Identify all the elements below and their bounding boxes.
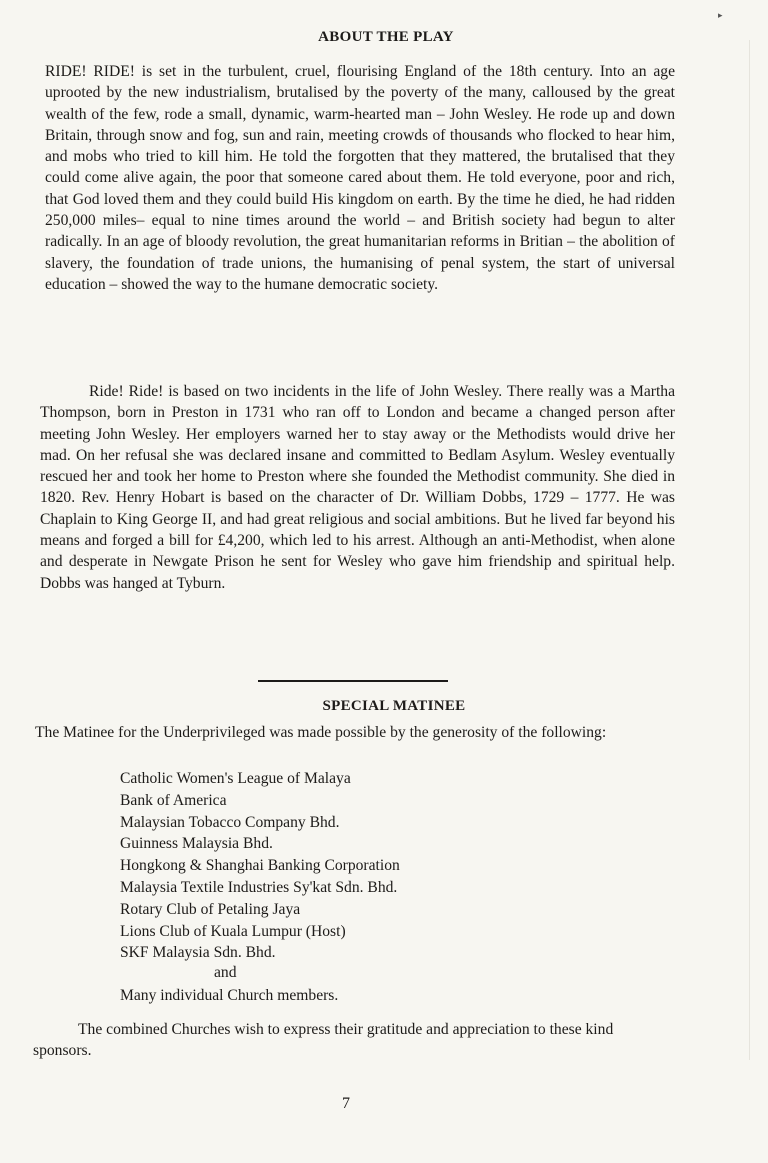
sponsor-item: SKF Malaysia Sdn. Bhd. (120, 944, 276, 962)
about-heading: ABOUT THE PLAY (318, 29, 454, 45)
sponsor-item: Rotary Club of Petaling Jaya (120, 900, 301, 918)
sponsor-item: Bank of America (120, 791, 227, 809)
sponsor-list (120, 768, 400, 964)
about-paragraph-2: Ride! Ride! is based on two incidents in the life of John Wesley. There really was a Martha Thompson, born in Preston in 1731 who ran off to London and became a changed person after meeting John Wesley. Her employers warned her to stay away or the Methodists would drive her mad. On her refusal she was declared insane and committed to Bedlam Asylum. Wesley eventually rescued her and took her home to Preston where she founded the Methodist community. She died in 1820. Rev. Henry Hobart is based on the character of Dr. William Dobbs, 1729 – 1777. He was Chaplain to King George II, and had great religious and social ambitions. But he lived far beyond his means and forged a bill for £4,200, which led to his arrest. Although an anti-Methodist, when alone and desperate in Newgate Prison he sent for Wesley who gave him friendship and spiritual help. Dobbs was hanged at Tyburn. (40, 383, 675, 592)
page-edge-shadow (749, 40, 750, 1060)
about-paragraph-1: RIDE! RIDE! is set in the turbulent, cruel, flourising England of the 18th century. Into an age uprooted by the new industrialism, brutalised by the poverty of the many, calloused by the great wealth of the few, rode a small, dynamic, warm-hearted man – John Wesley. He rode up and down Britain, through snow and fog, sun and rain, meeting crowds of thousands who flocked to hear him, and mobs who tried to kill him. He told the forgotten that they mattered, the brutalised that they could come alive again, the poor that someone cared about them. He told everyone, poor and rich, that God loved them and they could build His kingdom on earth. By the time he died, he had ridden 250,000 miles– equal to nine times around the world – and British society had begun to alter radically. In an age of bloody revolution, the great humanitarian reforms in Britian – the abolition of slavery, the foundation of trade unions, the humanising of penal system, the start of universal education – showed the way to the humane democratic society. (45, 63, 675, 293)
sponsor-item: Catholic Women's League of Malaya (120, 770, 351, 787)
sponsor-item: Lions Club of Kuala Lumpur (Host) (120, 922, 346, 940)
closing-paragraph: The combined Churches wish to express their gratitude and appreciation to these kind sponsors. (33, 1021, 614, 1060)
corner-mark: ▸ (718, 10, 723, 20)
matinee-intro: The Matinee for the Underprivileged was made possible by the generosity of the following: (35, 724, 607, 741)
page-number: 7 (342, 1095, 350, 1112)
sponsor-item: Hongkong & Shanghai Banking Corporation (120, 857, 400, 875)
sponsor-item: Malaysian Tobacco Company Bhd. (120, 813, 340, 831)
matinee-heading: SPECIAL MATINEE (322, 698, 466, 714)
church-members-line: Many individual Church members. (120, 987, 339, 1004)
sponsor-item: Malaysia Textile Industries Sy'kat Sdn. Bhd. (120, 878, 398, 896)
sponsor-item: Guinness Malaysia Bhd. (120, 835, 273, 853)
and-connector: and (214, 964, 237, 981)
section-divider (258, 680, 448, 682)
